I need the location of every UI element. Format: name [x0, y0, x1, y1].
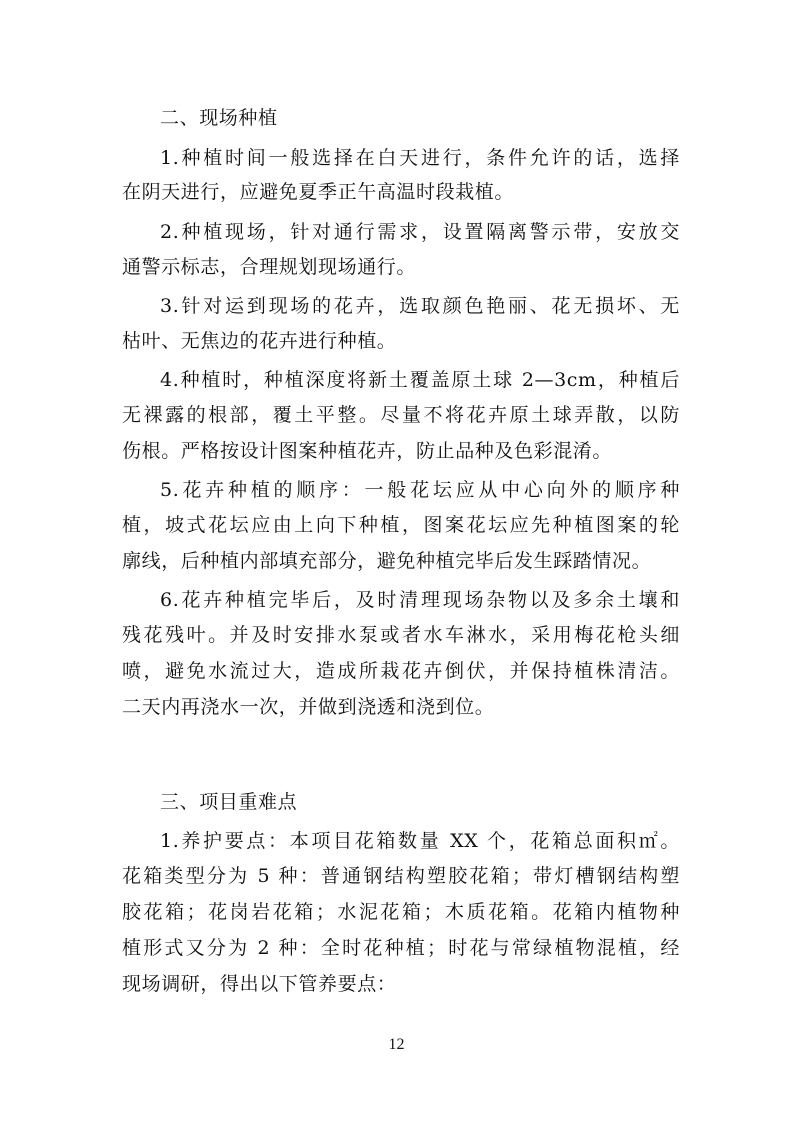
- paragraph-line: 植，坡式花坛应由上向下种植，图案花坛应先种植图案的轮: [122, 514, 680, 536]
- paragraph-line: 胶花箱；花岗岩花箱；水泥花箱；木质花箱。花箱内植物种: [122, 901, 680, 923]
- paragraph-line: 无裸露的根部，覆土平整。尽量不将花卉原土球弄散，以防: [122, 404, 680, 426]
- section-heading: 二、现场种植: [160, 107, 278, 129]
- paragraph-line: 3.针对运到现场的花卉，选取颜色艳丽、花无损坏、无: [160, 295, 680, 317]
- paragraph-line: 现场调研，得出以下管养要点：: [122, 973, 397, 995]
- section-heading: 三、项目重难点: [160, 791, 298, 813]
- paragraph-line: 枯叶、无焦边的花卉进行种植。: [122, 330, 397, 352]
- paragraph-line: 廓线，后种植内部填充部分，避免种植完毕后发生踩踏情况。: [122, 550, 652, 572]
- paragraph-line: 1.养护要点：本项目花箱数量 XX 个，花箱总面积㎡。: [160, 830, 680, 852]
- paragraph-line: 通警示标志，合理规划现场通行。: [122, 256, 417, 278]
- paragraph-line: 植形式又分为 2 种：全时花种植；时花与常绿植物混植，经: [122, 937, 680, 959]
- paragraph-line: 2.种植现场，针对通行需求，设置隔离警示带，安放交: [160, 221, 680, 243]
- paragraph-line: 残花残叶。并及时安排水泵或者水车淋水，采用梅花枪头细: [122, 624, 680, 646]
- paragraph-line: 花箱类型分为 5 种：普通钢结构塑胶花箱；带灯槽钢结构塑: [122, 865, 680, 887]
- paragraph-line: 5.花卉种植的顺序：一般花坛应从中心向外的顺序种: [160, 479, 680, 501]
- paragraph-line: 伤根。严格按设计图案种植花卉，防止品种及色彩混淆。: [122, 440, 613, 462]
- paragraph-line: 1.种植时间一般选择在白天进行，条件允许的话，选择: [160, 147, 680, 169]
- paragraph-line: 4.种植时，种植深度将新土覆盖原土球 2—3cm，种植后: [160, 369, 680, 391]
- paragraph-line: 6.花卉种植完毕后，及时清理现场杂物以及多余土壤和: [160, 589, 680, 611]
- paragraph-line: 在阴天进行，应避免夏季正午高温时段栽植。: [122, 181, 515, 203]
- paragraph-line: 二天内再浇水一次，并做到浇透和浇到位。: [122, 696, 495, 718]
- paragraph-line: 喷，避免水流过大，造成所栽花卉倒伏，并保持植株清洁。: [122, 660, 680, 682]
- page-number: 12: [388, 1036, 405, 1053]
